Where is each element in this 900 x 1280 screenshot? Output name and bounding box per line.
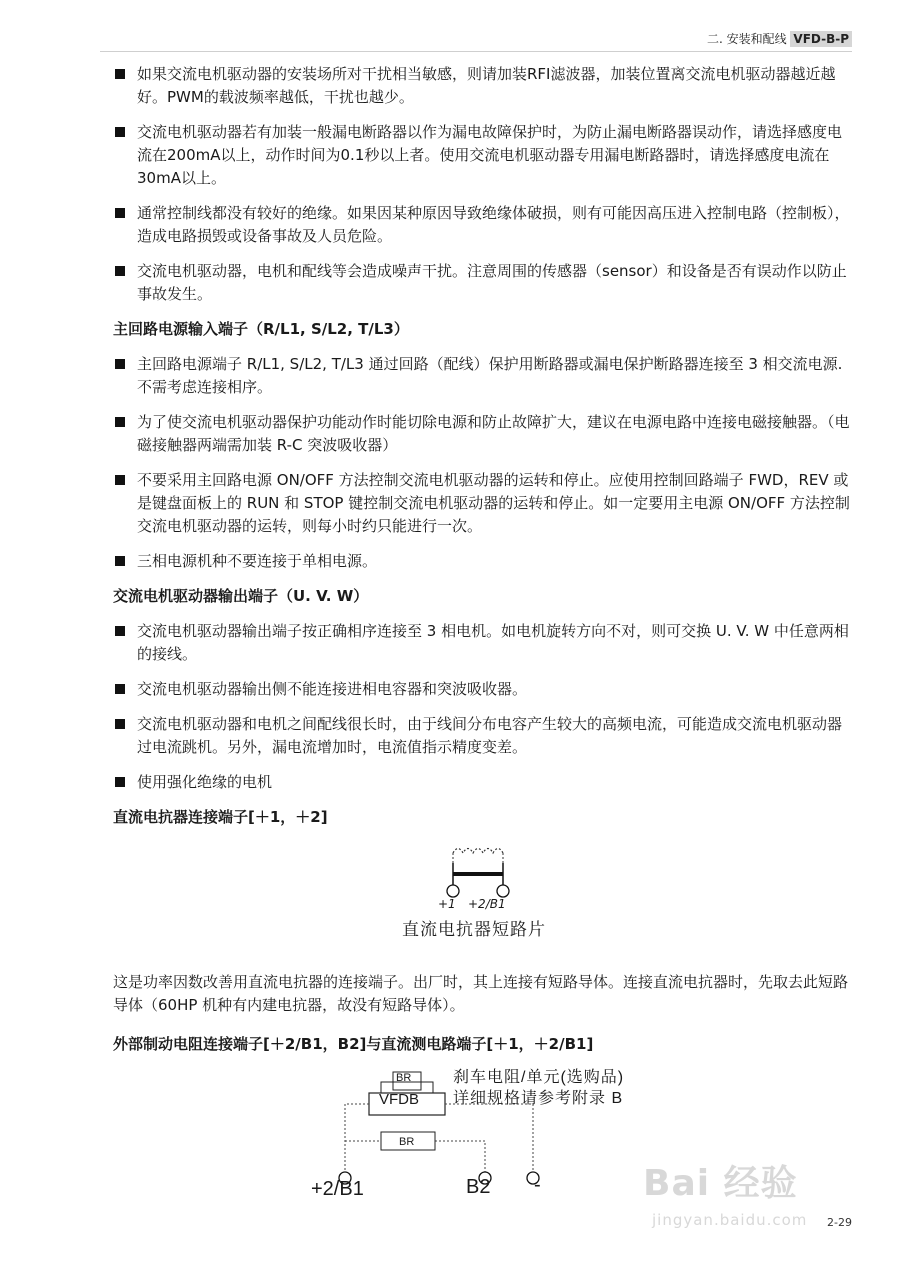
bullet-square-icon — [115, 777, 125, 787]
vfdb-label: VFDB — [379, 1091, 420, 1108]
list-item: 通常控制线都没有较好的绝缘。如果因某种原因导致绝缘体破损，则有可能因高压进入控制电路（控制板），造成电路损毁或设备事故及人员危险。 — [113, 202, 853, 248]
list-item: 交流电机驱动器若有加装一般漏电断路器以作为漏电故障保护时，为防止漏电断路器误动作，请选择感度电流在200mA以上，动作时间为0.1秒以上者。使用交流电机驱动器专用漏电断路器时，请选择感度电流在30mA以上。 — [113, 121, 853, 190]
list-item: 交流电机驱动器和电机之间配线很长时，由于线间分布电容产生较大的高频电流，可能造成交流电机驱动器过电流跳机。另外，漏电流增加时，电流值指示精度变差。 — [113, 713, 853, 759]
terminal-circle-icon — [497, 885, 509, 897]
section-title-main-input: 主回路电源输入端子（R/L1, S/L2, T/L3） — [113, 320, 409, 338]
header-divider — [100, 51, 852, 52]
brake-note-line-2: 详细规格请参考附录 B — [453, 1090, 624, 1107]
terminal-label-b2: B2 — [466, 1176, 491, 1198]
figure-caption: 直流电抗器短路片 — [402, 920, 546, 940]
bullet-square-icon — [115, 719, 125, 729]
header-chapter: 二. 安装和配线 — [706, 32, 791, 46]
bullet-square-icon — [115, 266, 125, 276]
terminal-label-minus: - — [534, 1174, 541, 1196]
page-content — [113, 63, 853, 1218]
bullet-square-icon — [115, 417, 125, 427]
br-resistor-label: BR — [399, 1136, 415, 1148]
bullet-square-icon — [115, 475, 125, 485]
list-item: 交流电机驱动器，电机和配线等会造成噪声干扰。注意周围的传感器（sensor）和设备是否有误动作以防止事故发生。 — [113, 260, 853, 306]
watermark — [638, 1155, 868, 1265]
watermark-url: jingyan.baidu.com — [652, 1211, 808, 1229]
page-number: 2-29 — [827, 1216, 852, 1229]
bullet-square-icon — [115, 684, 125, 694]
header-model-code: VFD-B-P — [790, 31, 852, 47]
watermark-logo: Bai 经验 — [643, 1163, 798, 1204]
section-title-brake: 外部制动电阻连接端子[＋2/B1，B2]与直流测电路端子[＋1，＋2/B1] — [113, 1035, 594, 1053]
dotted-wire-br-right — [435, 1141, 485, 1173]
terminal-label-plus1: +1 — [438, 897, 456, 911]
bullet-square-icon — [115, 626, 125, 636]
bullet-square-icon — [115, 556, 125, 566]
output-bullet-list — [113, 620, 853, 794]
br-unit-label: BR — [396, 1072, 412, 1084]
bullet-square-icon — [115, 127, 125, 137]
list-item: 三相电源机种不要连接于单相电源。 — [113, 550, 853, 573]
terminal-circle-icon — [447, 885, 459, 897]
dotted-wire-left — [345, 1104, 369, 1173]
dc-reactor-diagram — [423, 841, 543, 901]
dc-reactor-paragraph: 这是功率因数改善用直流电抗器的连接端子。出厂时，其上连接有短路导体。连接直流电抗器时，先取去此短路导体（60HP 机种有内建电抗器，故没有短路导体）。 — [113, 973, 849, 1014]
terminal-label-plus2-b1: +2/B1 — [311, 1178, 364, 1200]
terminal-label-plus2-b1: +2/B1 — [468, 897, 506, 911]
general-bullet-list — [113, 63, 853, 306]
brake-note-line-1: 刹车电阻/单元(选购品) — [453, 1069, 625, 1086]
section-title-dc-reactor: 直流电抗器连接端子[＋1，＋2] — [113, 808, 328, 826]
list-item: 使用强化绝缘的电机 — [113, 771, 853, 794]
list-item: 交流电机驱动器输出侧不能连接进相电容器和突波吸收器。 — [113, 678, 853, 701]
list-item: 为了使交流电机驱动器保护功能动作时能切除电源和防止故障扩大，建议在电源电路中连接电磁接触器。（电磁接触器两端需加装 R-C 突波吸收器） — [113, 411, 853, 457]
dotted-wire-right — [445, 1104, 533, 1173]
main-input-bullet-list — [113, 353, 853, 573]
bullet-square-icon — [115, 69, 125, 79]
page-header — [707, 30, 852, 47]
list-item: 主回路电源端子 R/L1, S/L2, T/L3 通过回路（配线）保护用断路器或漏电保护断路器连接至 3 相交流电源.不需考虑连接相序。 — [113, 353, 853, 399]
list-item: 交流电机驱动器输出端子按正确相序连接至 3 相电机。如电机旋转方向不对，则可交换 U. V. W 中任意两相的接线。 — [113, 620, 853, 666]
bullet-square-icon — [115, 208, 125, 218]
reactor-coil-icon — [453, 849, 503, 854]
section-title-output: 交流电机驱动器输出端子（U. V. W） — [113, 587, 369, 605]
dc-reactor-figure — [113, 841, 853, 961]
bullet-square-icon — [115, 359, 125, 369]
list-item: 如果交流电机驱动器的安装场所对干扰相当敏感，则请加装RFI滤波器，加装位置离交流电机驱动器越近越好。PWM的载波频率越低，干扰也越少。 — [113, 63, 853, 109]
list-item: 不要采用主回路电源 ON/OFF 方法控制交流电机驱动器的运转和停止。应使用控制回路端子 FWD，REV 或是键盘面板上的 RUN 和 STOP 键控制交流电机驱动器的运转和停止。如一定要用主电源 ON/OFF 方法控制交流电机驱动器的运转，则每小时约只能进行一次。 — [113, 469, 853, 538]
